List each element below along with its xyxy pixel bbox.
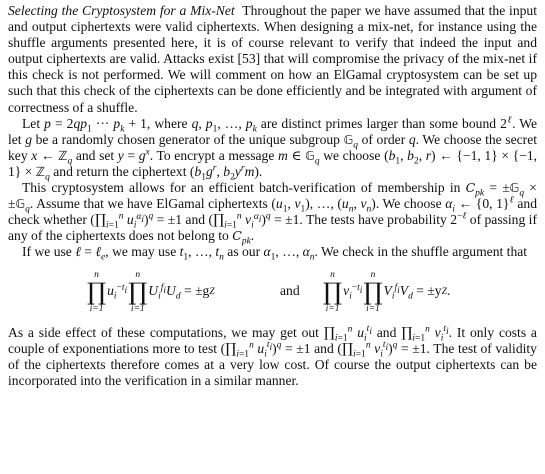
equation-left-rhs: = ±g <box>184 283 210 299</box>
equation-right: n ∏ i=1 $v_i^{-t_i}$ n ∏ i=1 $V_i^{f_i}V_d$ = ±y Z . <box>323 269 451 314</box>
equation-and: and <box>280 283 300 299</box>
paragraph-mixnet-intro <box>8 3 537 116</box>
equation-right-rhs: = ±y <box>416 283 442 299</box>
display-equation <box>8 263 537 321</box>
product-symbol: n ∏ i=1 <box>87 269 107 314</box>
paragraph-side-effect: As a side effect of these computations, we may get out $\prod_{i=1}^n$ $u_i^{t_i}$ and $\prod_{i=1}^n$ $v_i^{t_i}$. It only costs a couple of exponentiations more to test ($\prod_{i=1}^n$ $u_i^{t_i})^q = \pm 1$ and ($\prod_{i=1}^n$ $v_i^{t_i})^q = \pm 1$. The test of validity of the ciphertexts therefore comes at a very low cost. Of course the output ciphertexts can be incorporated into the verification in a similar manner. <box>8 323 537 388</box>
paragraph-text: Throughout the paper we have assumed that the input and output ciphertexts were valid ciphertexts. When designing a mix-net, for instance using the shuffle arguments presented here, it is of course relevant to verify that indeed the input and output ciphertexts are valid. Attacks exist [53] that will compromise the privacy of the mix-net if this check is not performed. We will comment on how an ElGamal cryptosystem can be set up such that this check of the ciphertexts can be done efficiently and be integrated with argument of correctness of a shuffle. <box>8 3 538 115</box>
paragraph-setup: Let $p = 2qp_1$ ··· $p_k + 1$, where q, $p_1$, …, $p_k$ are distinct primes larger than some bound $2^\ell$. We let g be a randomly chosen generator of the unique subgroup 𝔾$_q$ of order q. We choose the secret key x ← ℤ$_q$ and set $y = g^x$. To encrypt a message m ∈ 𝔾$_q$ we choose ($b_1$, $b_2$, r) ← {−1, 1} × {−1, 1} × ℤ$_q$ and return the ciphertext ($b_1g^r$, $b_2y^rm$). <box>8 115 538 183</box>
equation-left: n ∏ i=1 $u_i^{-t_i}$ n ∏ i=1 $U_i^{f_i}U_d$ = ±g Z <box>87 269 215 314</box>
product-symbol: n ∏ i=1 <box>363 269 383 314</box>
paragraph-heading: Selecting the Cryptosystem for a Mix-Net <box>8 3 235 18</box>
product-symbol: n ∏ i=1 <box>128 269 148 314</box>
paragraph-batch-verification: This cryptosystem allows for an efficient batch-verification of membership in $C_{pk}$ = ±𝔾$_q$ × ±𝔾$_q$. Assume that we have ElGamal ciphertexts ($u_1$, $v_1$), …, ($u_n$, $v_n$). We choose $\alpha_i$ ← {0, 1}$^\ell$ and check whether ($\prod_{i=1}^n$ $u_i^{\alpha_i})^q = \pm 1$ and ($\prod_{i=1}^n$ $v_i^{\alpha_i})^q = \pm 1$. The tests have probability $2^{-\ell}$ of passing if any of the ciphertexts does not belong to $C_{pk}$. <box>8 180 538 248</box>
product-symbol: n ∏ i=1 <box>323 269 343 314</box>
paragraph-shuffle-check: If we use ℓ = ℓ$_e$, we may use $t_1$, …, $t_n$ as our $\alpha_1$, …, $\alpha_n$. We check in the shuffle argument that <box>22 244 528 264</box>
